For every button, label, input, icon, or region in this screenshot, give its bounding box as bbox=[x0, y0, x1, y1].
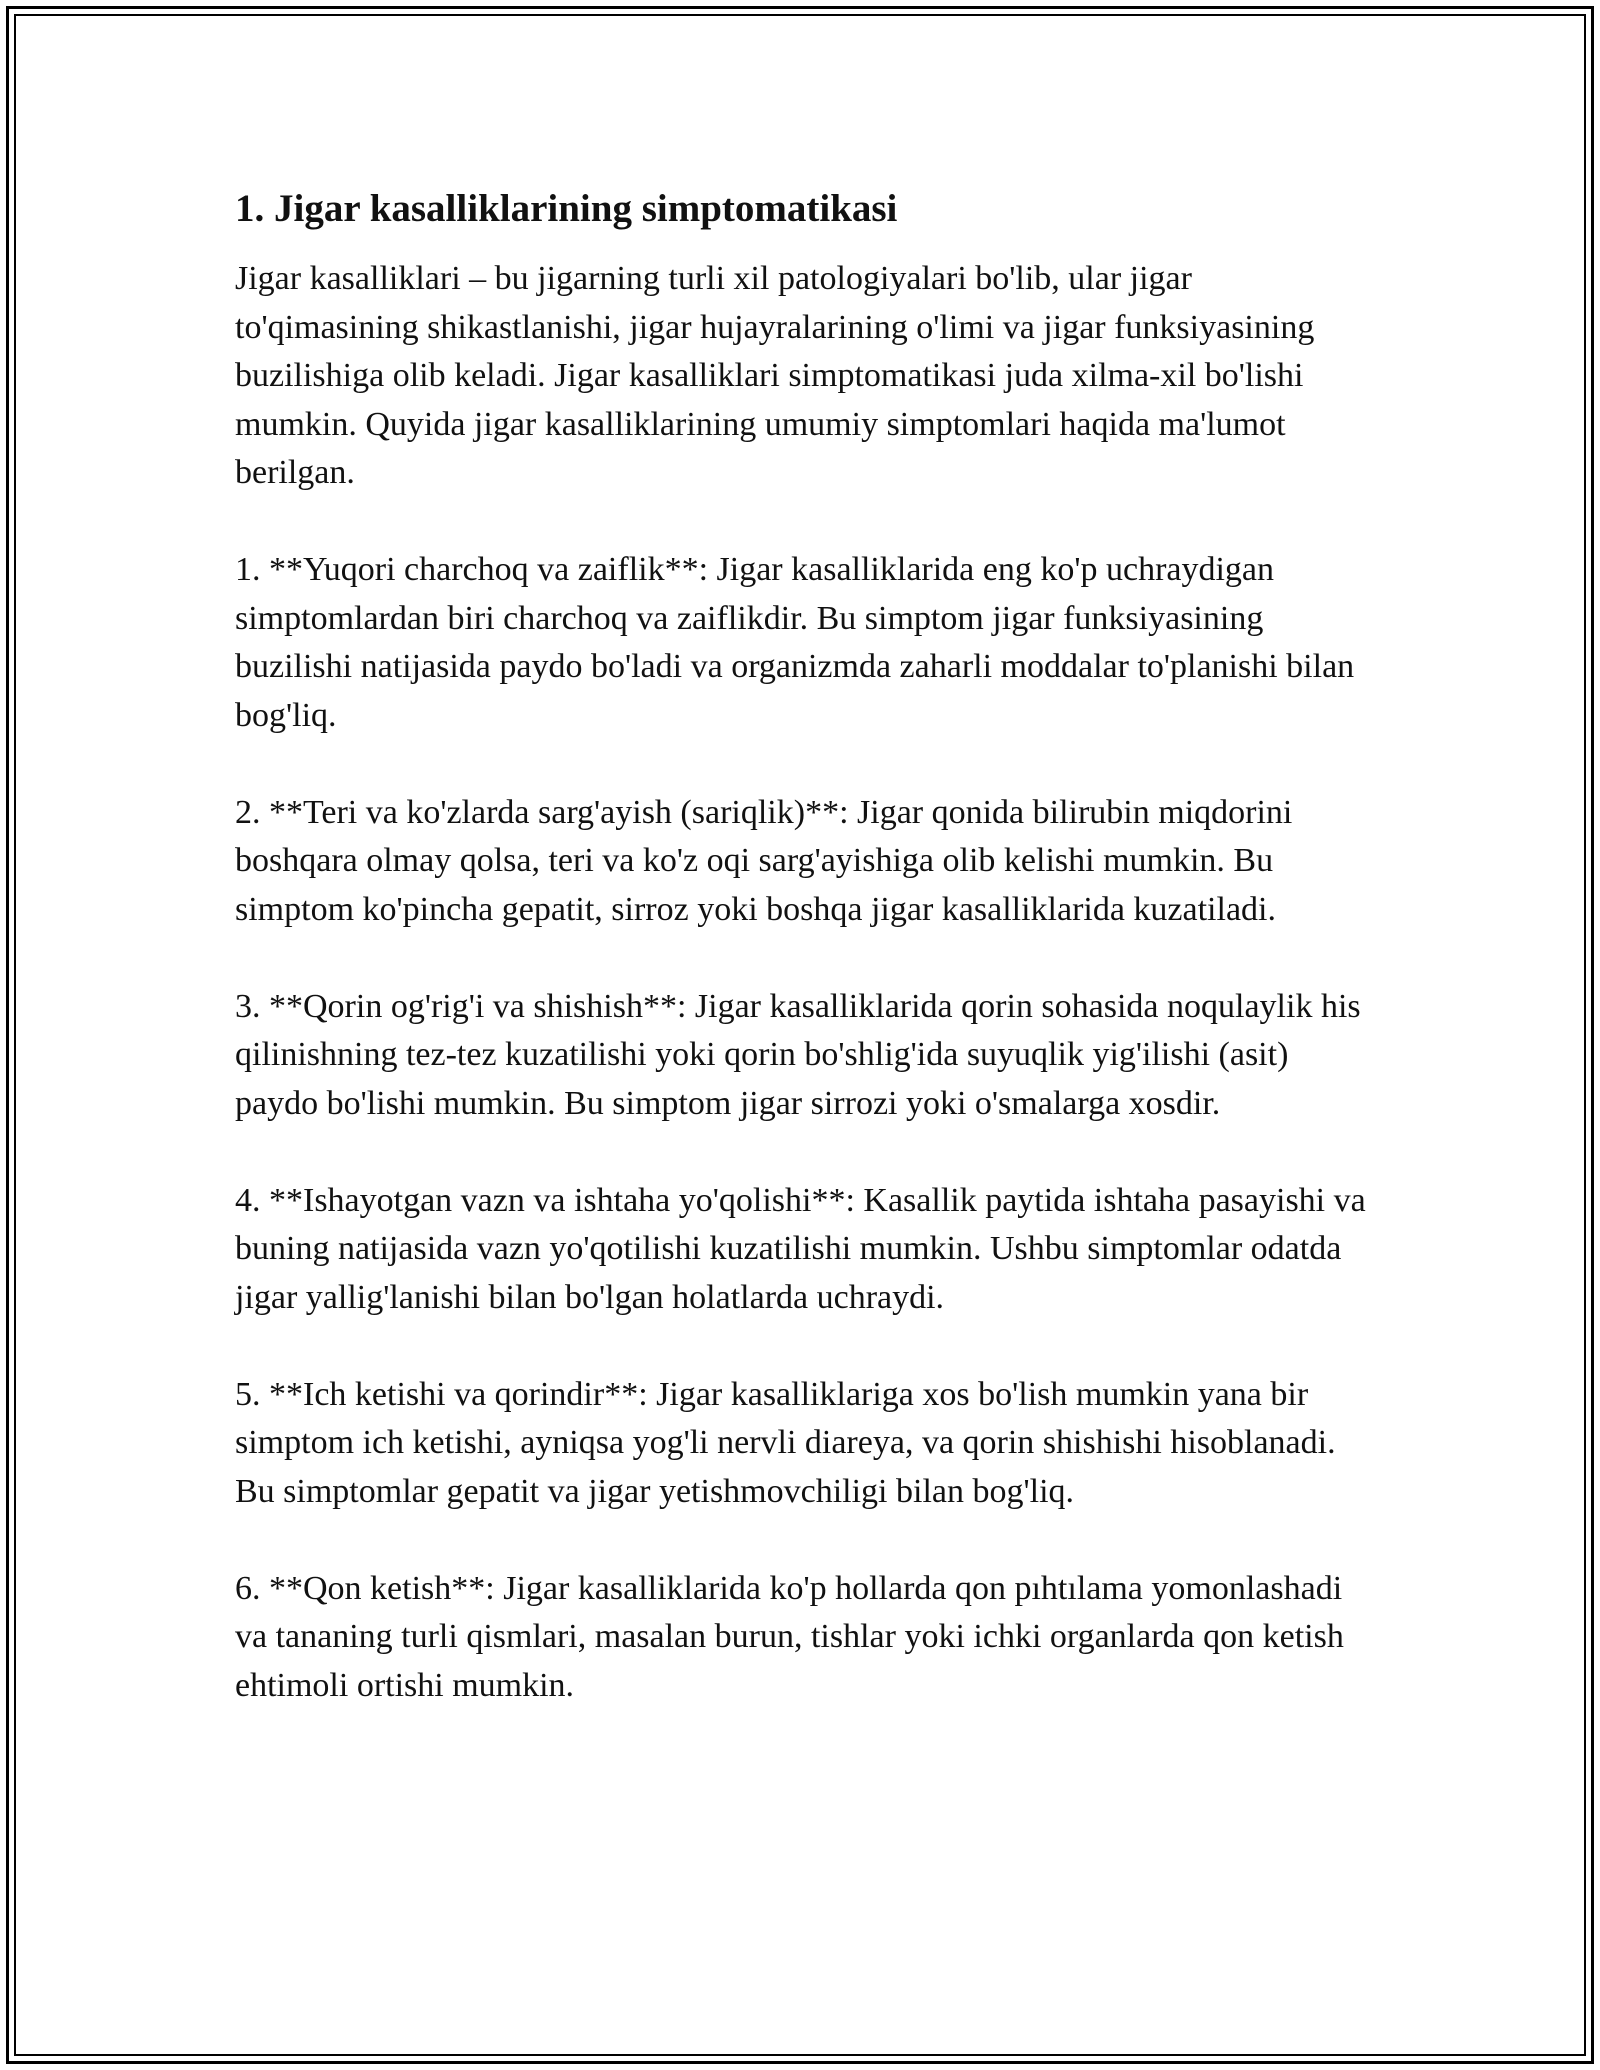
symptom-item-2: 2. **Teri va ko'zlarda sarg'ayish (sariqlik)**: Jigar qonida bilirubin miqdorini boshqara olmay qolsa, teri va ko'z oqi sarg'ayishiga olib kelishi mumkin. Bu simptom ko'pincha gepatit, sirroz yoki boshqa jigar kasalliklarida kuzatiladi. bbox=[235, 793, 1293, 928]
intro-paragraph: Jigar kasalliklari – bu jigarning turli xil patologiyalari bo'lib, ular jigar to'qimasining shikastlanishi, jigar hujayralarining o'limi va jigar funksiyasining buzilishiga olib keladi. Jigar kasalliklari simptomatikasi juda xilma-xil bo'lishi mumkin. Quyida jigar kasalliklarining umumiy simptomlari haqida ma'lumot berilgan. bbox=[235, 260, 1315, 491]
symptom-item-1: 1. **Yuqori charchoq va zaiflik**: Jigar kasalliklarida eng ko'p uchraydigan simptomlardan biri charchoq va zaiflikdir. Bu simptom jigar funksiyasining buzilishi natijasida paydo bo'ladi va organizmda zaharli moddalar to'planishi bilan bog'liq. bbox=[235, 551, 1355, 734]
symptom-item-4: 4. **Ishayotgan vazn va ishtaha yo'qolishi**: Kasallik paytida ishtaha pasayishi va buning natijasida vazn yo'qotilishi kuzatilishi mumkin. Ushbu simptomlar odatda jigar yallig'lanishi bilan bo'lgan holatlarda uchraydi. bbox=[235, 1181, 1366, 1316]
document-title: 1. Jigar kasalliklarining simptomatikasi bbox=[235, 187, 898, 230]
symptom-item-3: 3. **Qorin og'rig'i va shishish**: Jigar kasalliklarida qorin sohasida noqulaylik his qilinishning tez-tez kuzatilishi yoki qorin bo'shlig'ida suyuqlik yig'ilishi (asit) paydo bo'lishi mumkin. Bu simptom jigar sirrozi yoki o'smalarga xosdir. bbox=[235, 987, 1361, 1122]
document-body bbox=[235, 185, 1375, 1759]
symptom-item-5: 5. **Ich ketishi va qorindir**: Jigar kasalliklariga xos bo'lish mumkin yana bir simptom ich ketishi, ayniqsa yog'li nervli diareya, va qorin shishishi hisoblanadi. Bu simptomlar gepatit va jigar yetishmovchiligi bilan bog'liq. bbox=[235, 1375, 1336, 1510]
symptom-item-6: 6. **Qon ketish**: Jigar kasalliklarida ko'p hollarda qon pıhtılama yomonlashadi va tananing turli qismlari, masalan burun, tishlar yoki ichki organlarda qon ketish ehtimoli ortishi mumkin. bbox=[235, 1569, 1344, 1704]
